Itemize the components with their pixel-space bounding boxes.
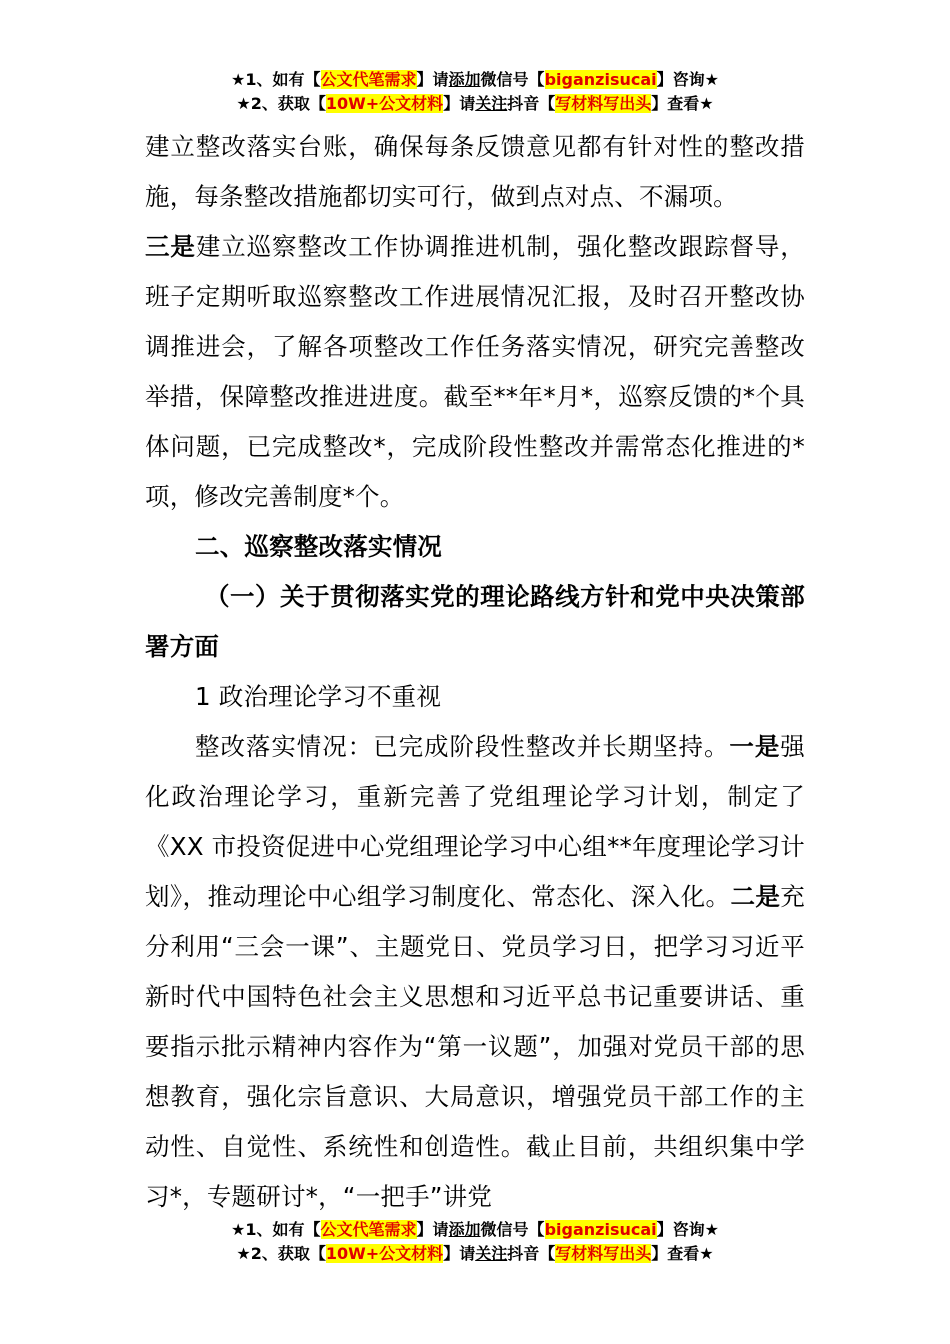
- banner-line-1: ★1、如有【公文代笔需求】请添加微信号【biganzisucai】咨询★: [231, 1220, 719, 1239]
- document-body: [145, 122, 805, 1222]
- section-heading: 二、巡察整改落实情况: [195, 532, 442, 561]
- item-title: 1 政治理论学习不重视: [195, 682, 442, 711]
- highlight-wechat-id: biganzisucai: [544, 1220, 657, 1239]
- subsection-heading: （一）关于贯彻落实党的理论路线方针和党中央决策部署方面: [145, 582, 805, 661]
- highlight-service: 公文代笔需求: [320, 70, 417, 89]
- paragraph: 建立整改落实台账，确保每条反馈意见都有针对性的整改措施，每条整改措施都切实可行，做到点对点、不漏项。: [145, 132, 805, 211]
- highlight-service: 公文代笔需求: [320, 1220, 417, 1239]
- header-banner: [0, 68, 950, 116]
- banner-line-1: ★1、如有【公文代笔需求】请添加微信号【biganzisucai】咨询★: [231, 70, 719, 89]
- banner-line-2: ★2、获取【10W+公文材料】请关注抖音【写材料写出头】查看★: [236, 94, 714, 113]
- paragraph-lead: 二是: [730, 882, 781, 911]
- paragraph: 整改落实情况：已完成阶段性整改并长期坚持。一是强化政治理论学习，重新完善了党组理论学习计划，制定了《XX 市投资促进中心党组理论学习中心组**年度理论学习计划》，推动理论中心组学习制度化、常态化、深入化。二是充分利用“三会一课”、主题党日、党员学习日，把学习习近平新时代中国特色社会主义思想和习近平总书记重要讲话、重要指示批示精神内容作为“第一议题”，加强对党员干部的思想教育，强化宗旨意识、大局意识，增强党员干部工作的主动性、自觉性、系统性和创造性。截止目前，共组织集中学习*，专题研讨*，“一把手”讲党: [145, 732, 805, 1211]
- paragraph-lead: 三是: [145, 232, 196, 261]
- paragraph: 三是建立巡察整改工作协调推进机制，强化整改跟踪督导，班子定期听取巡察整改工作进展情况汇报，及时召开整改协调推进会，了解各项整改工作任务落实情况，研究完善整改举措，保障整改推进进度。截至**年*月*，巡察反馈的*个具体问题，已完成整改*，完成阶段性整改并需常态化推进的*项，修改完善制度*个。: [145, 232, 805, 511]
- banner-line-2: ★2、获取【10W+公文材料】请关注抖音【写材料写出头】查看★: [236, 1244, 714, 1263]
- highlight-douyin: 写材料写出头: [555, 1244, 652, 1263]
- highlight-douyin: 写材料写出头: [555, 94, 652, 113]
- footer-banner: [0, 1218, 950, 1266]
- highlight-materials: 10W+公文材料: [325, 1244, 444, 1263]
- highlight-wechat-id: biganzisucai: [544, 70, 657, 89]
- highlight-materials: 10W+公文材料: [325, 94, 444, 113]
- paragraph-lead: 一是: [729, 732, 781, 761]
